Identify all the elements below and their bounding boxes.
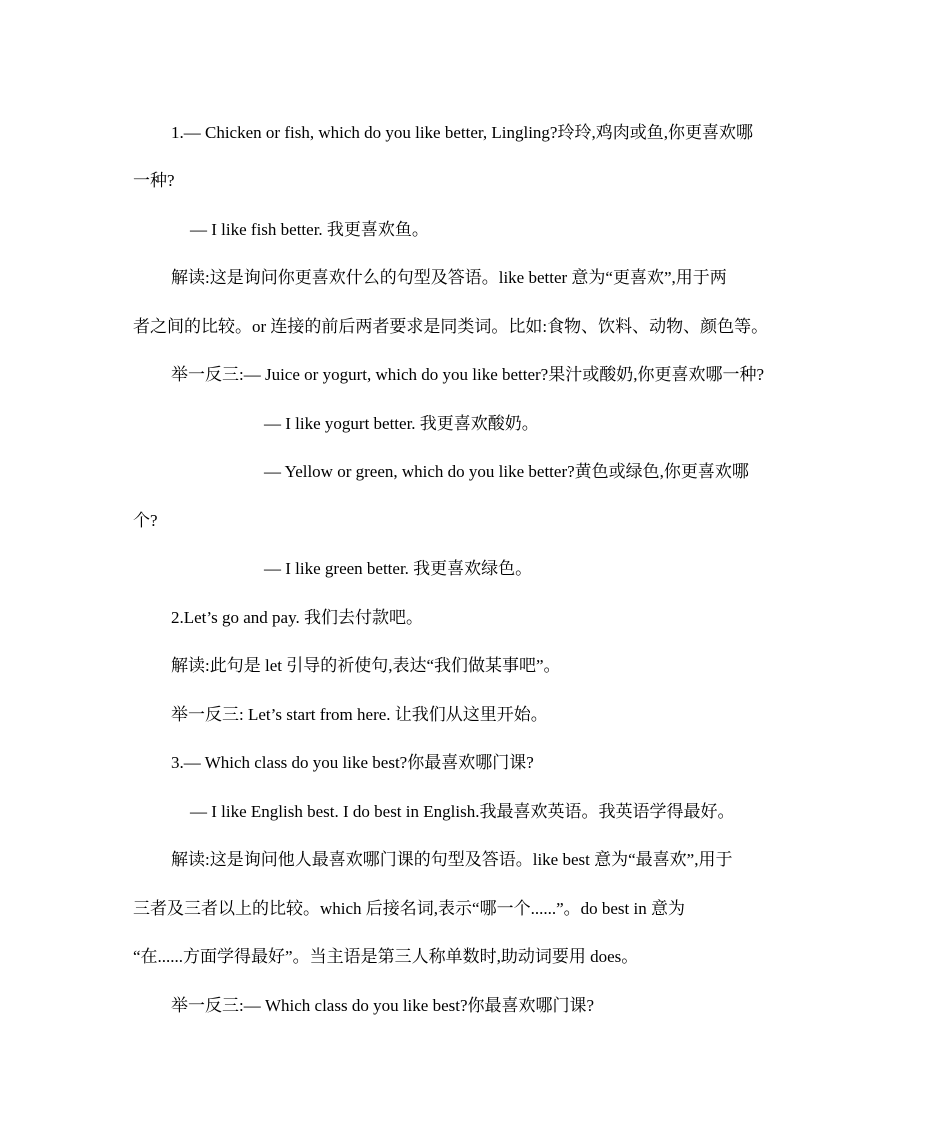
text-line-7: — I like yogurt better. 我更喜欢酸奶。 [264,414,539,433]
text-line-13: 举一反三: Let’s start from here. 让我们从这里开始。 [171,705,548,724]
text-line-1: 1.— Chicken or fish, which do you like better, Lingling?玲玲,鸡肉或鱼,你更喜欢哪 [171,123,753,142]
text-line-6: 举一反三:— Juice or yogurt, which do you like better?果汁或酸奶,你更喜欢哪一种? [171,365,765,384]
text-line-5: 者之间的比较。or 连接的前后两者要求是同类词。比如:食物、饮料、动物、颜色等。 [133,317,769,336]
text-line-10: — I like green better. 我更喜欢绿色。 [264,559,533,578]
text-line-15: — I like English best. I do best in English.我最喜欢英语。我英语学得最好。 [190,802,735,821]
text-line-17: 三者及三者以上的比较。which 后接名词,表示“哪一个......”。do best in 意为 [133,899,685,918]
text-line-3: — I like fish better. 我更喜欢鱼。 [190,220,429,239]
text-line-4: 解读:这是询问你更喜欢什么的句型及答语。like better 意为“更喜欢”,用于两 [171,268,727,287]
text-line-8: — Yellow or green, which do you like better?黄色或绿色,你更喜欢哪 [264,462,749,481]
text-line-12: 解读:此句是 let 引导的祈使句,表达“我们做某事吧”。 [171,656,561,675]
text-line-14: 3.— Which class do you like best?你最喜欢哪门课? [171,753,534,772]
text-line-16: 解读:这是询问他人最喜欢哪门课的句型及答语。like best 意为“最喜欢”,用于 [171,850,733,869]
text-line-19: 举一反三:— Which class do you like best?你最喜欢哪门课? [171,996,595,1015]
text-line-2: 一种? [133,171,175,190]
text-line-11: 2.Let’s go and pay. 我们去付款吧。 [171,608,423,627]
text-line-9: 个? [133,511,158,530]
text-line-18: “在......方面学得最好”。当主语是第三人称单数时,助动词要用 does。 [133,947,639,966]
